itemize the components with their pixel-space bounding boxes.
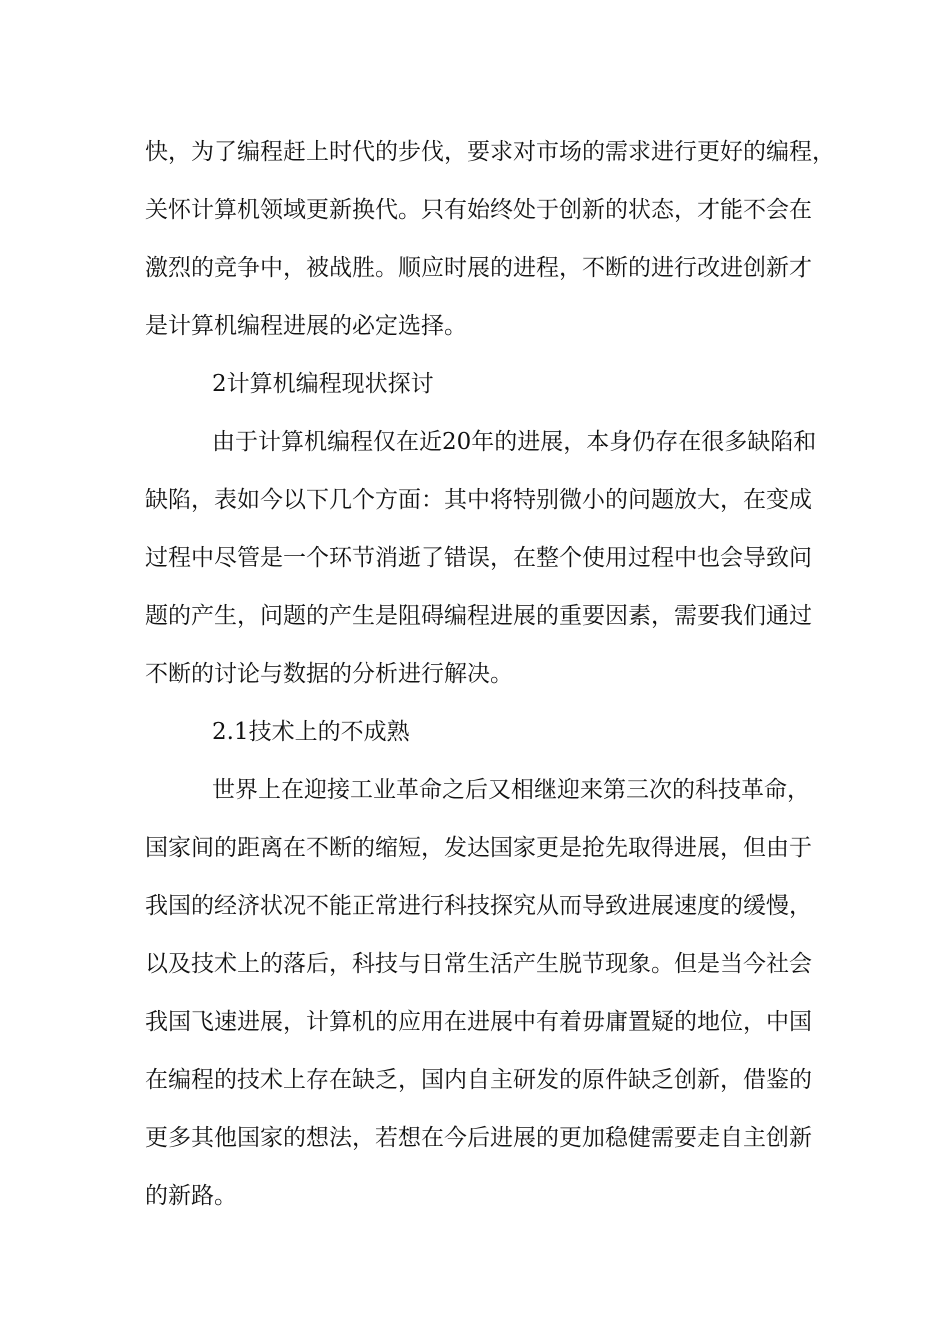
- paragraph-3-line-1: 世界上在迎接工业革命之后又相继迎来第三次的科技革命，: [212, 777, 810, 803]
- paragraph-1-line-1: 快，为了编程赶上时代的步伐，要求对市场的需求进行更好的编程，: [145, 139, 835, 165]
- paragraph-3-line-4: 以及技术上的落后，科技与日常生活产生脱节现象。但是当今社会: [145, 951, 812, 977]
- paragraph-1-line-2: 关怀计算机领域更新换代。只有始终处于创新的状态，才能不会在: [145, 197, 812, 223]
- paragraph-2-line-1: 由于计算机编程仅在近20年的进展，本身仍存在很多缺陷和: [212, 429, 817, 455]
- paragraph-3-line-2: 国家间的距离在不断的缩短，发达国家更是抢先取得进展，但由于: [145, 835, 812, 861]
- paragraph-1-line-4: 是计算机编程进展的必定选择。: [145, 313, 467, 339]
- paragraph-3-line-8: 的新路。: [145, 1183, 237, 1209]
- paragraph-3-line-3: 我国的经济状况不能正常进行科技探究从而导致进展速度的缓慢，: [145, 893, 812, 919]
- section-heading-2-1: 2.1技术上的不成熟: [212, 719, 410, 745]
- paragraph-2-line-4: 题的产生，问题的产生是阻碍编程进展的重要因素，需要我们通过: [145, 603, 812, 629]
- paragraph-2-line-5: 不断的讨论与数据的分析进行解决。: [145, 661, 513, 687]
- paragraph-2-line-3: 过程中尽管是一个环节消逝了错误，在整个使用过程中也会导致问: [145, 545, 812, 571]
- paragraph-3-line-6: 在编程的技术上存在缺乏，国内自主研发的原件缺乏创新，借鉴的: [145, 1067, 812, 1093]
- paragraph-2-line-2: 缺陷，表如今以下几个方面：其中将特别微小的问题放大，在变成: [145, 487, 812, 513]
- paragraph-3-line-7: 更多其他国家的想法，若想在今后进展的更加稳健需要走自主创新: [145, 1125, 812, 1151]
- paragraph-3-line-5: 我国飞速进展，计算机的应用在进展中有着毋庸置疑的地位，中国: [145, 1009, 812, 1035]
- section-heading-2: 2计算机编程现状探讨: [212, 371, 434, 397]
- paragraph-1-line-3: 激烈的竞争中，被战胜。顺应时展的进程，不断的进行改进创新才: [145, 255, 812, 281]
